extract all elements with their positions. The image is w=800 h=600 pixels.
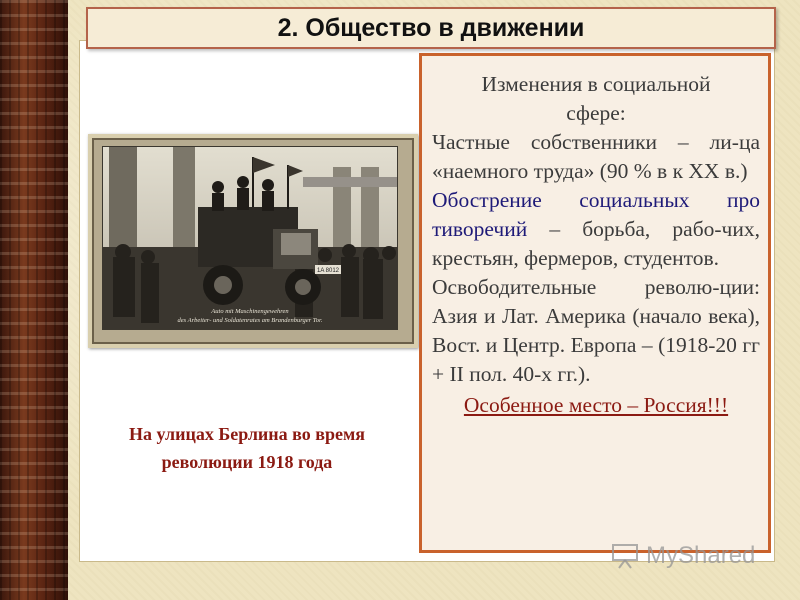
photo-print-text-2: des Arbeiter- und Soldatenrates am Brandenburger Tor. xyxy=(177,317,323,324)
box-heading xyxy=(432,70,760,128)
photo-caption xyxy=(82,420,412,476)
box-heading-line2: сфере: xyxy=(566,101,626,125)
photo-caption-line2: революции 1918 года xyxy=(161,452,333,472)
photo-print-text-1: Auto mit Maschinengewehren xyxy=(211,308,289,315)
special-place-russia: Особенное место – Россия!!! xyxy=(463,393,729,417)
paragraph-contradictions-rest: – борьба, рабо-чих, крестьян, фермеров, студентов. xyxy=(432,217,760,270)
photo-caption-line1: На улицах Берлина во время xyxy=(128,424,365,444)
box-heading-line1: Изменения в социальной xyxy=(481,72,711,96)
highlight-contradictions: Обострение социальных про тиворечий xyxy=(432,188,760,241)
slide-title: 2. Общество в движении xyxy=(277,13,585,42)
decorative-border-strip xyxy=(0,0,71,600)
title-bar xyxy=(86,7,776,49)
social-changes-box xyxy=(419,53,771,553)
plate-text: 1A 8012 xyxy=(316,268,340,274)
paragraph-social-contradictions xyxy=(432,186,760,273)
watermark xyxy=(610,540,755,572)
historic-photo-frame xyxy=(88,134,418,348)
paragraph-private-owners: Частные собственники – ли-ца «наемного труда» (90 % в к ХХ в.) xyxy=(432,130,760,183)
historic-photo xyxy=(102,146,398,330)
watermark-text: MyShared xyxy=(646,542,756,569)
berlin-1918-photo-illustration xyxy=(103,147,397,329)
paragraph-liberation-revolutions: Освободительные револю-ции: Азия и Лат. Америка (начало века), Вост. и Центр. Европа – (1918-20 гг + II пол. 40-х гг.). xyxy=(432,275,760,386)
presentation-board-icon xyxy=(610,543,640,569)
